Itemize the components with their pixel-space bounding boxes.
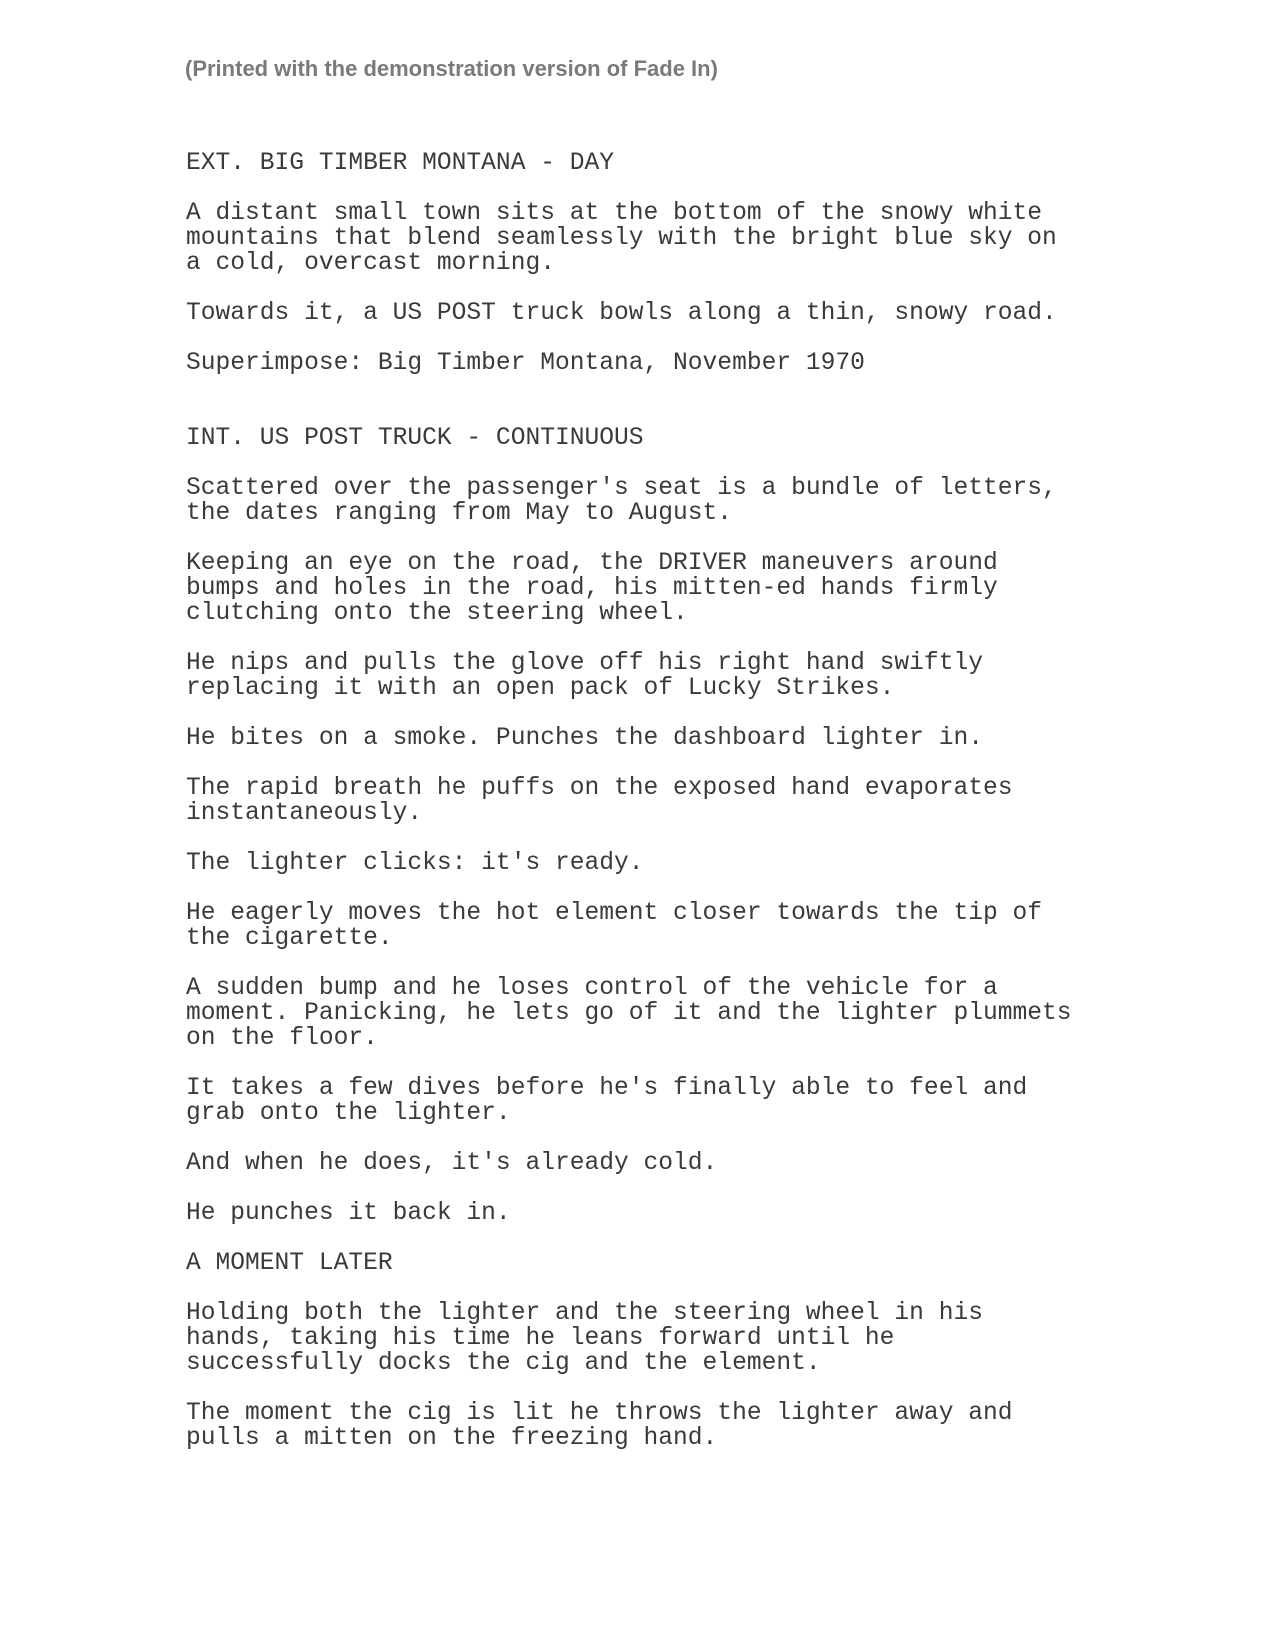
action-paragraph	[186, 726, 1126, 751]
action-paragraph	[186, 651, 1126, 701]
action-paragraph	[186, 1151, 1126, 1176]
scene-heading	[186, 151, 1126, 176]
script-line: Holding both the lighter and the steering wheel in his	[186, 1300, 983, 1327]
script-line: A sudden bump and he loses control of the vehicle for a	[186, 975, 998, 1002]
script-line: Superimpose: Big Timber Montana, November 1970	[186, 350, 865, 377]
script-line: instantaneously.	[186, 800, 423, 827]
script-line: Scattered over the passenger's seat is a bundle of letters,	[186, 475, 1057, 502]
action-paragraph	[186, 551, 1126, 626]
script-line: The rapid breath he puffs on the exposed hand evaporates	[186, 775, 1013, 802]
script-line: He eagerly moves the hot element closer towards the tip of	[186, 900, 1043, 927]
action-paragraph	[186, 201, 1126, 276]
script-line: INT. US POST TRUCK - CONTINUOUS	[186, 425, 644, 452]
script-line: Keeping an eye on the road, the DRIVER maneuvers around	[186, 550, 998, 577]
action-paragraph	[186, 776, 1126, 826]
script-line: The moment the cig is lit he throws the lighter away and	[186, 1400, 1013, 1427]
action-paragraph	[186, 1201, 1126, 1226]
script-line: hands, taking his time he leans forward until he	[186, 1325, 895, 1352]
action-paragraph	[186, 1251, 1126, 1276]
demo-watermark: (Printed with the demonstration version of Fade In)	[185, 56, 718, 81]
action-paragraph	[186, 1301, 1126, 1376]
script-line: the cigarette.	[186, 925, 393, 952]
script-line: He nips and pulls the glove off his right hand swiftly	[186, 650, 983, 677]
script-line: A distant small town sits at the bottom of the snowy white	[186, 200, 1043, 227]
script-line: the dates ranging from May to August.	[186, 500, 733, 527]
script-line: a cold, overcast morning.	[186, 250, 555, 277]
script-line: bumps and holes in the road, his mitten-ed hands firmly	[186, 575, 998, 602]
script-line: on the floor.	[186, 1025, 378, 1052]
action-paragraph	[186, 901, 1126, 951]
action-paragraph	[186, 1076, 1126, 1126]
script-line: successfully docks the cig and the element.	[186, 1350, 821, 1377]
script-line: It takes a few dives before he's finally able to feel and	[186, 1075, 1028, 1102]
script-line: pulls a mitten on the freezing hand.	[186, 1425, 718, 1452]
script-line: grab onto the lighter.	[186, 1100, 511, 1127]
action-paragraph	[186, 351, 1126, 376]
script-line: EXT. BIG TIMBER MONTANA - DAY	[186, 150, 615, 177]
script-line: He bites on a smoke. Punches the dashboard lighter in.	[186, 725, 983, 752]
script-line: mountains that blend seamlessly with the bright blue sky on	[186, 225, 1057, 252]
script-line: The lighter clicks: it's ready.	[186, 850, 644, 877]
action-paragraph	[186, 976, 1126, 1051]
scene-heading	[186, 426, 1126, 451]
action-paragraph	[186, 851, 1126, 876]
script-line: replacing it with an open pack of Lucky Strikes.	[186, 675, 895, 702]
script-line: clutching onto the steering wheel.	[186, 600, 688, 627]
screenplay-body	[186, 151, 1126, 1451]
script-line: He punches it back in.	[186, 1200, 511, 1227]
action-paragraph	[186, 1401, 1126, 1451]
action-paragraph	[186, 301, 1126, 326]
script-line: Towards it, a US POST truck bowls along a thin, snowy road.	[186, 300, 1057, 327]
script-line: A MOMENT LATER	[186, 1250, 393, 1277]
script-line: And when he does, it's already cold.	[186, 1150, 718, 1177]
script-line: moment. Panicking, he lets go of it and the lighter plummets	[186, 1000, 1072, 1027]
action-paragraph	[186, 476, 1126, 526]
